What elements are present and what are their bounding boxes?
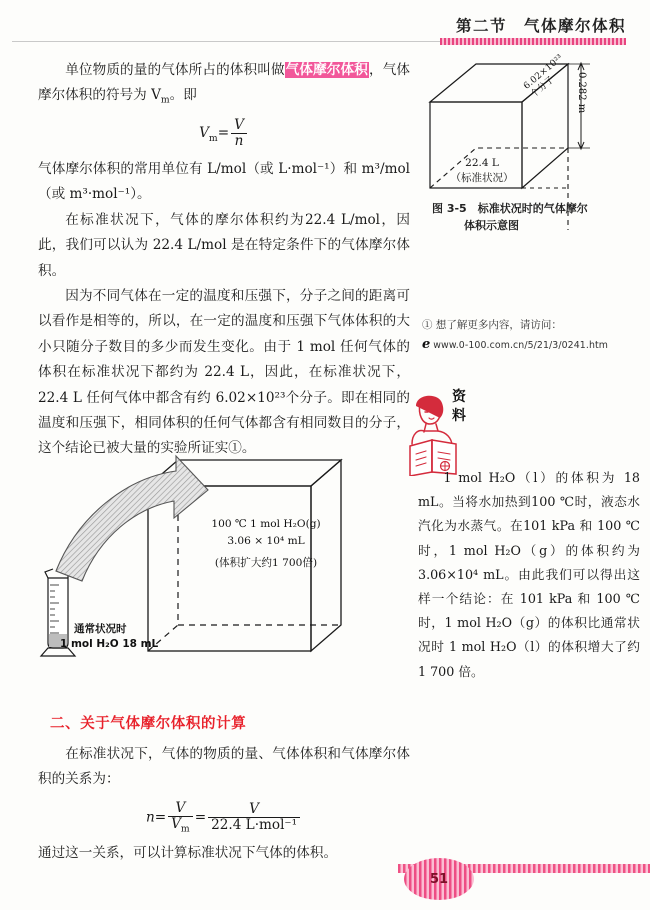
cube-condition-label: （标准状况）: [450, 172, 514, 184]
formula-vm-numerator: V: [234, 116, 244, 133]
formula-n-equals-1: =: [154, 809, 167, 826]
cylinder-label-line-1: 通常状况时: [74, 623, 127, 635]
formula-vm-equals: =: [217, 124, 230, 141]
cube-molecules-label: 6.02×10²³个分子: [522, 53, 566, 101]
section-2-paragraph-2: 通过这一关系，可以计算标准状况下气体的体积。: [38, 845, 338, 862]
formula-vm-denominator: n: [231, 133, 247, 149]
cube-volume-label: 22.4 L: [465, 157, 499, 169]
formula-n-lhs: n: [145, 809, 155, 826]
page-number: 51: [429, 871, 449, 887]
formula-n-f1-den-sub: m: [180, 823, 190, 835]
formula-n-f1-den-v: V: [171, 816, 181, 833]
formula-vm: [38, 118, 410, 151]
section-2-heading: 二、关于气体摩尔体积的计算: [50, 716, 247, 732]
figure-caption-line-2: 体积示意图: [464, 219, 519, 232]
formula-vm-lhs-sub: m: [208, 132, 218, 144]
ie-e-icon: e: [422, 337, 431, 352]
definition-text-a: 单位物质的量的气体所占的体积叫做: [65, 62, 285, 78]
cube-height-label: 0.282 m: [576, 72, 587, 114]
page-title: 第二节 气体摩尔体积: [455, 17, 626, 35]
figure-3-5-caption: [432, 200, 642, 234]
header-accent-stripe: [440, 38, 626, 45]
formula-n-f2-numerator: V: [249, 801, 259, 818]
formula-n-equals-2: =: [194, 809, 207, 826]
gas-box-line-3: (体积扩大约1 700倍): [214, 557, 318, 569]
page-header: [0, 14, 650, 52]
cube-volume-label-group: [440, 156, 524, 186]
footnote-block: [422, 316, 644, 355]
formula-n-fraction-2: [208, 802, 300, 833]
formula-vm-fraction: [231, 118, 247, 149]
ziliao-body-text: 1 mol H₂O（l）的体积为 18 mL。当将水加热到100 ℃时，液态水汽化为水蒸气。在101 kPa 和 100 ℃时，1 mol H₂O（g）的体积约为 3.06×10⁴ mL。由此我们可以得出这样一个结论：在 101 kPa 和 100 ℃时，1 mol H₂O（g）的体积比通常状况时 1 mol H₂O（l）的体积增大了约 1 700 倍。: [418, 470, 640, 679]
section-2-body: [38, 742, 410, 867]
gas-box-line-1: 100 ℃ 1 mol H₂O(g): [211, 518, 321, 530]
cylinder-spout: [45, 569, 53, 578]
highlighted-term: 气体摩尔体积: [285, 62, 368, 78]
vm-subscript: m: [160, 95, 170, 107]
formula-n-f1-denominator: [168, 816, 193, 835]
ziliao-label: [452, 388, 470, 426]
paragraph-stp-value: 在标准状况下，气体的摩尔体积约为22.4 L/mol，因此，我们可以认为 22.4 L/mol 是在特定条件下的气体摩尔体积。: [38, 211, 410, 279]
paragraph-definition: [38, 58, 410, 114]
cylinder-label-line-2: 1 mol H₂O 18 mL: [60, 638, 159, 650]
ziliao-char-2: 料: [452, 408, 466, 424]
footnote-url-row[interactable]: [422, 335, 644, 355]
main-text-column: [38, 58, 410, 462]
formula-n-relation: [38, 801, 410, 835]
footnote-url[interactable]: www.0-100.com.cn/5/21/3/0241.htm: [433, 340, 609, 351]
definition-text-b: ，气体摩尔体积的符号为 V: [38, 62, 411, 104]
paragraph-units: 气体摩尔体积的常用单位有 L/mol（或 L·mol⁻¹）和 m³/mol（或 m³·mol⁻¹）。: [38, 160, 410, 203]
formula-n-f2-denominator: 22.4 L·mol⁻¹: [208, 817, 300, 833]
cylinder-label-group: [60, 622, 185, 652]
ziliao-char-1: 资: [452, 389, 466, 405]
formula-n-f1-numerator: V: [175, 799, 186, 816]
footnote-text: ① 想了解更多内容，请访问：: [422, 319, 562, 331]
paragraph-avogadro: 因为不同气体在一定的温度和压强下，分子之间的距离可以看作是相等的，所以，在一定的温度和压强下气体体积的大小只随分子数目的多少而发生变化。由于 1 mol 任何气体的体积在标准状况下都约为 22.4 L，因此，在标准状况下，22.4 L 任何气体中都含有约 6.02×10²³个分子。即在相同的温度和压强下，相同体积的任何气体都含有相同数目的分子，这个结论已被大量的实验所证实①。: [38, 287, 410, 457]
gas-box-line-2: 3.06 × 10⁴ mL: [227, 535, 305, 547]
formula-n-fraction-1: [168, 801, 193, 835]
figure-caption-line-1: 图 3-5 标准状况时的气体摩尔: [432, 202, 588, 215]
reading-person-svg: [404, 384, 490, 476]
section-2-paragraph-1: 在标准状况下，气体的物质的量、气体体积和气体摩尔体积的关系为：: [38, 746, 410, 788]
reading-person-icon: [404, 384, 490, 476]
formula-vm-lhs: V: [199, 124, 209, 141]
gas-box-label-group: [186, 516, 346, 572]
definition-text-c: 。即: [169, 87, 197, 104]
